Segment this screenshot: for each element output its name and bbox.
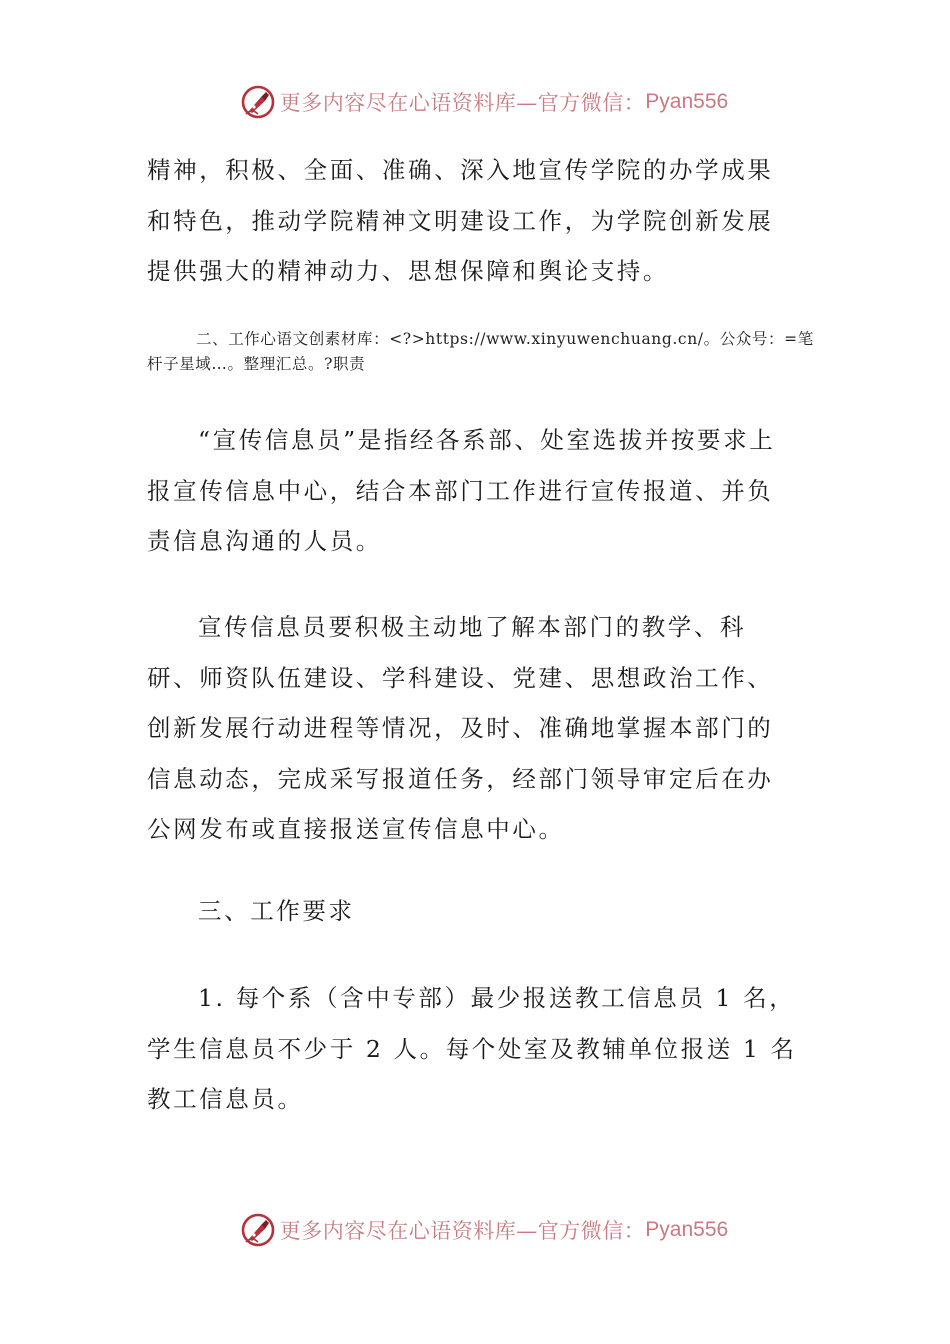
banner-content — [240, 84, 728, 120]
pen-nib-logo-icon — [240, 1212, 276, 1248]
paragraph-mission: 精神，积极、全面、准确、深入地宣传学院的办学成果和特色，推动学院精神文明建设工作，为学院创新发展提供强大的精神动力、思想保障和舆论支持。 — [147, 156, 774, 285]
section-two-heading-note: 二、工作心语文创素材库：<?>https://www.xinyuwenchuang.cn/。公众号：=笔杆子星域…。整理汇总。?职责 — [147, 330, 814, 373]
paragraph-duties: 宣传信息员要积极主动地了解本部门的教学、科研、师资队伍建设、学科建设、党建、思想政治工作、创新发展行动进程等情况，及时、准确地掌握本部门的信息动态，完成采写报道任务，经部门领导审定后在办公网发布或直接报送宣传信息中心。 — [147, 613, 774, 843]
banner-wechat-id: Pyan556 — [645, 90, 729, 113]
banner-content — [240, 1212, 728, 1248]
banner-text: 更多内容尽在心语资料库—官方微信： — [279, 91, 646, 115]
footer-banner — [0, 1210, 950, 1250]
section-three-heading: 三、工作要求 — [198, 897, 355, 925]
banner-text: 更多内容尽在心语资料库—官方微信： — [279, 1219, 646, 1243]
header-banner — [0, 82, 950, 122]
paragraph-definition: “宣传信息员”是指经各系部、处室选拔并按要求上报宣传信息中心，结合本部门工作进行宣传报道、并负责信息沟通的人员。 — [147, 426, 776, 555]
banner-wechat-id: Pyan556 — [645, 1218, 729, 1241]
paragraph-requirement-1: 1. 每个系（含中专部）最少报送教工信息员 1 名，学生信息员不少于 2 人。每个处室及教辅单位报送 1 名教工信息员。 — [147, 984, 797, 1113]
pen-nib-logo-icon — [240, 84, 276, 120]
